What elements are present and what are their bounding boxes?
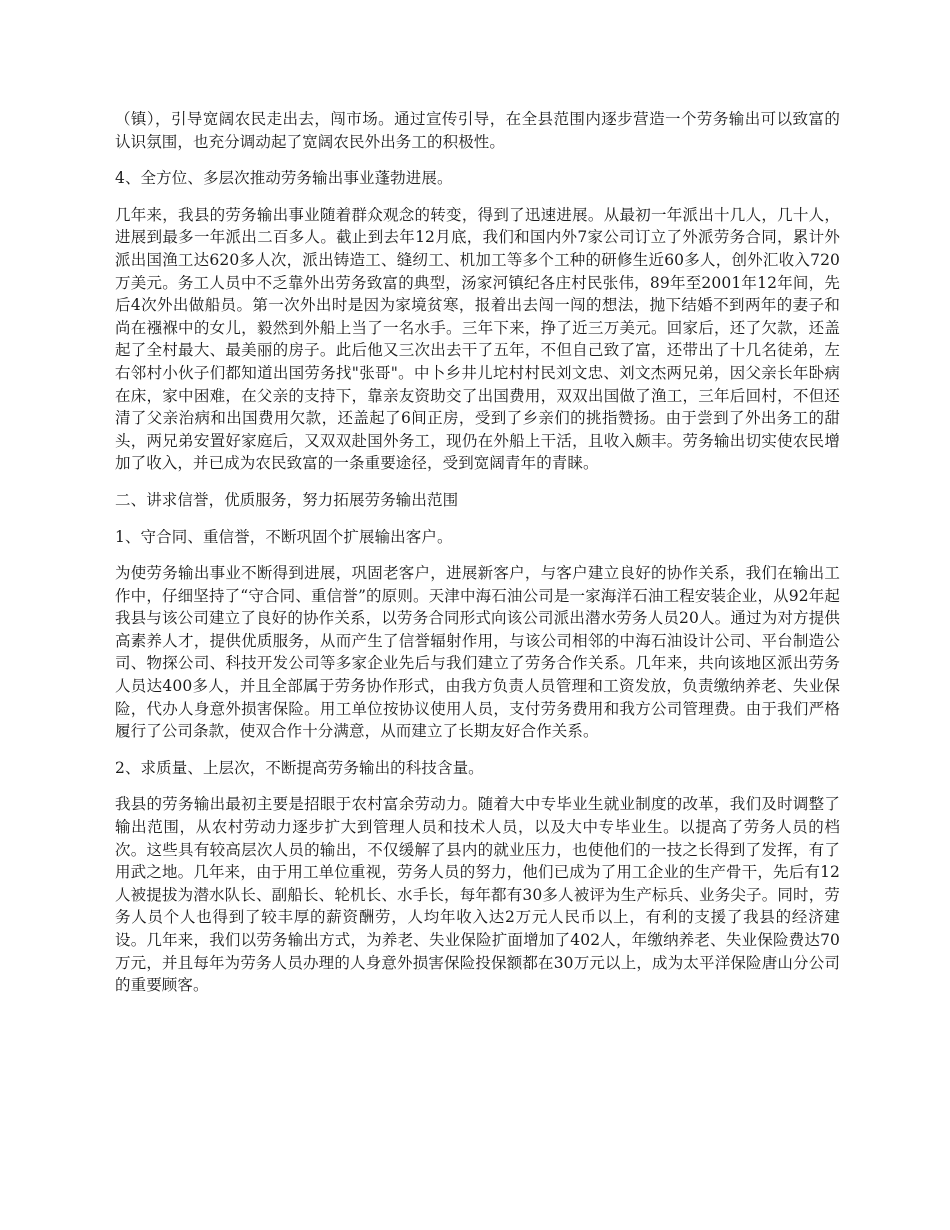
paragraph-quality: 我县的劳务输出最初主要是招眼于农村富余劳动力。随着大中专毕业生就业制度的改革，我们及时调整了输出范围，从农村劳动力逐步扩大到管理人员和技术人员，以及大中专毕业生。以提高了劳务人员的档次。这些具有较高层次人员的输出，不仅缓解了县内的就业压力，也使他们的一技之长得到了发挥，有了用武之地。几年来，由于用工单位重视，劳务人员的努力，他们已成为了用工企业的生产骨干，先后有12人被提拔为潜水队长、副船长、轮机长、水手长，每年都有30多人被评为生产标兵、业务尖子。同时，劳务人员个人也得到了较丰厚的薪资酬劳，人均年收入达2万元人民币以上，有利的支援了我县的经济建设。几年来，我们以劳务输出方式，为养老、失业保险扩面增加了402人，年缴纳养老、失业保险费达70万元，并且每年为劳务人员办理的人身意外损害保险投保额都在30万元以上，成为太平洋保险唐山分公司的重要顾客。 bbox=[115, 795, 840, 995]
heading-item-2: 2、求质量、上层次，不断提高劳务输出的科技含量。 bbox=[115, 758, 484, 777]
paragraph-intro: （镇），引导宽阔农民走出去，闯市场。通过宣传引导，在全县范围内逐步营造一个劳务输出可以致富的认识氛围，也充分调动起了宽阔农民外出务工的积极性。 bbox=[115, 110, 840, 151]
paragraph-progress: 几年来，我县的劳务输出事业随着群众观念的转变，得到了迅速进展。从最初一年派出十几人，几十人，进展到最多一年派出二百多人。截止到去年12月底，我们和国内外7家公司订立了外派劳务合同，累计外派出国渔工达620多人次，派出铸造工、缝纫工、机加工等多个工种的研修生近60多人，创外汇收入720万美元。务工人员中不乏靠外出劳务致富的典型，汤家河镇纪各庄村民张伟，89年至2001年12年间，先后4次外出做船员。第一次外出时是因为家境贫寒，报着出去闯一闯的想法，抛下结婚不到两年的妻子和尚在襁褓中的女儿，毅然到外船上当了一名水手。三年下来，挣了近三万美元。回家后，还了欠款，还盖起了全村最大、最美丽的房子。此后他又三次出去干了五年，不但自己致了富，还带出了十几名徒弟，左右邻村小伙子们都知道出国劳务找"张哥"。中卜乡井儿坨村村民刘文忠、刘文杰两兄弟，因父亲长年卧病在床，家中困难，在父亲的支持下，靠亲友资助交了出国费用，双双出国做了渔工，三年后回村，不但还清了父亲治病和出国费用欠款，还盖起了6间正房，受到了乡亲们的挑指赞扬。由于尝到了外出务工的甜头，两兄弟安置好家庭后，又双双赴国外务工，现仍在外船上干活，且收入颇丰。劳务输出切实使农民增加了收入，并已成为农民致富的一条重要途径，受到宽阔青年的青睐。 bbox=[115, 205, 840, 473]
heading-item-4: 4、全方位、多层次推动劳务输出事业蓬勃进展。 bbox=[115, 169, 453, 188]
heading-item-1: 1、守合同、重信誉，不断巩固个扩展输出客户。 bbox=[115, 527, 453, 546]
heading-section-2: 二、讲求信誉，优质服务，努力拓展劳务输出范围 bbox=[115, 490, 459, 509]
document-page bbox=[115, 108, 840, 1011]
paragraph-credibility: 为使劳务输出事业不断得到进展，巩固老客户，进展新客户，与客户建立良好的协作关系，我们在输出工作中，仔细坚持了“守合同、重信誉”的原则。天津中海石油公司是一家海洋石油工程安装企业，从92年起我县与该公司建立了良好的协作关系，以劳务合同形式向该公司派出潜水劳务人员20人。通过为对方提供高素养人才，提供优质服务，从而产生了信誉辐射作用，与该公司相邻的中海石油设计公司、平台制造公司、物探公司、科技开发公司等多家企业先后与我们建立了劳务合作关系。几年来，共向该地区派出劳务人员达400多人，并且全部属于劳务协作形式，由我方负责人员管理和工资发放，负责缴纳养老、失业保险，代办人身意外损害保险。用工单位按协议使用人员，支付劳务费用和我方公司管理费。由于我们严格履行了公司条款，使双合作十分满意，从而建立了长期友好合作关系。 bbox=[115, 564, 840, 741]
